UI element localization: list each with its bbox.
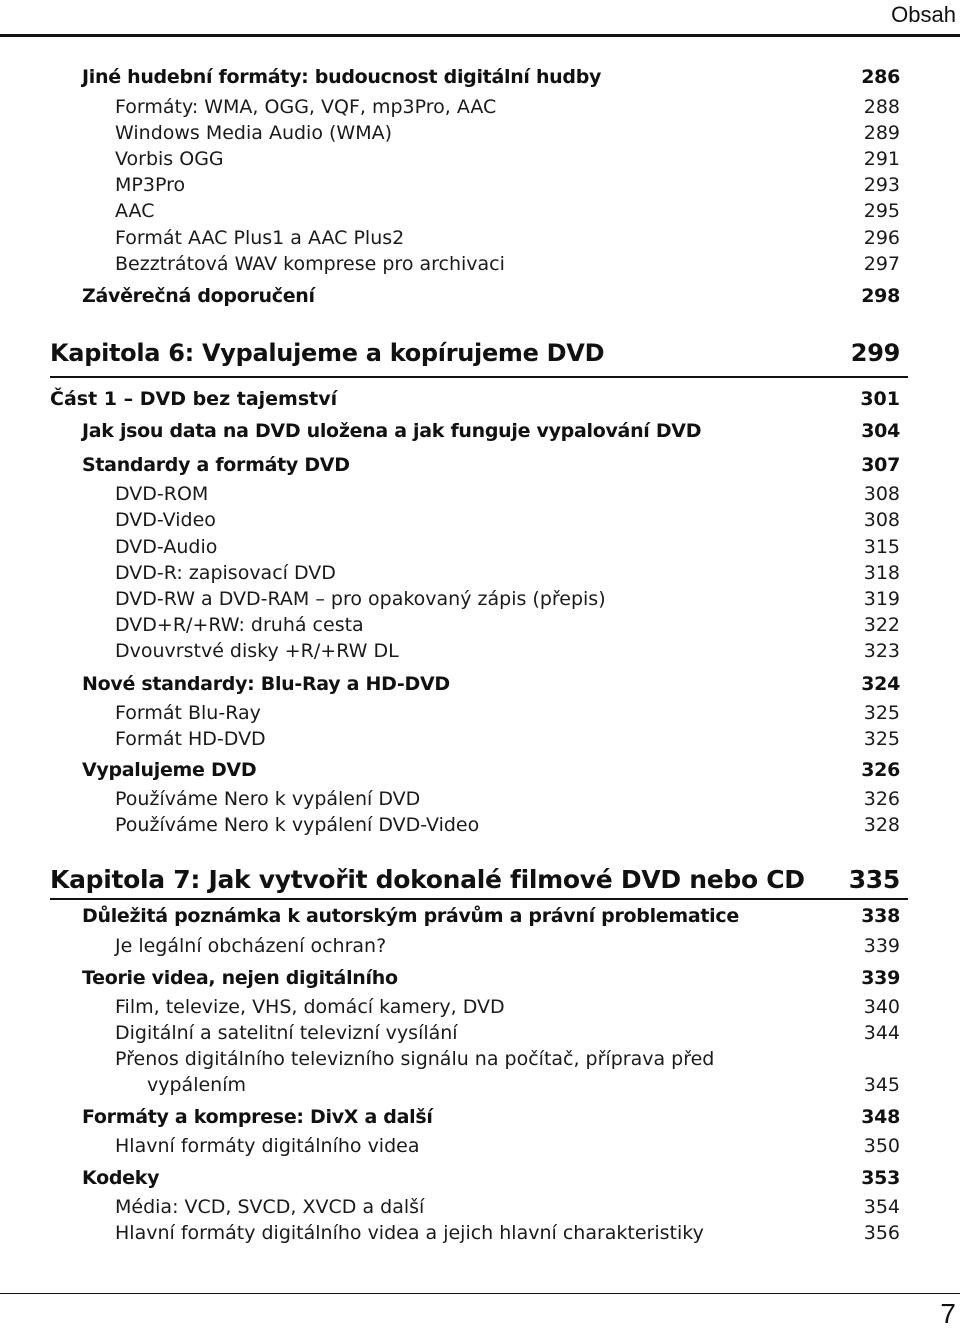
- toc-entry-page: 296: [863, 227, 900, 249]
- toc-entry-page: 326: [863, 788, 900, 810]
- toc-entry[interactable]: [115, 174, 900, 196]
- toc-entry[interactable]: [115, 588, 900, 610]
- footer-rule: [0, 1293, 960, 1294]
- toc-entry-page: 297: [863, 253, 900, 275]
- toc-entry-title: Hlavní formáty digitálního videa: [115, 1135, 420, 1157]
- toc-entry-title: DVD-RW a DVD-RAM – pro opakovaný zápis (přepis): [115, 588, 606, 610]
- toc-entry-page: 308: [863, 483, 900, 505]
- toc-entry-title: Důležitá poznámka k autorským právům a právní problematice: [82, 905, 739, 927]
- toc-entry-title-continued: vypálením: [147, 1074, 246, 1096]
- toc-entry[interactable]: [82, 1167, 900, 1189]
- toc-entry[interactable]: [115, 1048, 900, 1070]
- toc-entry-title: DVD-Audio: [115, 536, 218, 558]
- toc-entry-page: 326: [861, 759, 900, 781]
- toc-entry-title: Standardy a formáty DVD: [82, 454, 350, 476]
- chapter-title: Kapitola 7: Jak vytvořit dokonalé filmové DVD nebo CD: [50, 865, 805, 894]
- toc-entry-page: 325: [863, 702, 900, 724]
- toc-entry-title: Formáty a komprese: DivX a další: [82, 1106, 433, 1128]
- toc-entry-title: Je legální obcházení ochran?: [115, 935, 387, 957]
- toc-entry[interactable]: [115, 253, 900, 275]
- toc-entry-page: 318: [863, 562, 900, 584]
- chapter-page: 299: [850, 339, 900, 367]
- toc-entry-page: 291: [863, 148, 900, 170]
- toc-entry-page: 286: [861, 66, 900, 88]
- toc-entry-title: Windows Media Audio (WMA): [115, 122, 393, 144]
- toc-entry[interactable]: [115, 148, 900, 170]
- toc-entry-page: 308: [863, 509, 900, 531]
- toc-entry-page: 324: [861, 673, 900, 695]
- toc-entry-page: 356: [863, 1222, 900, 1244]
- toc-entry[interactable]: [115, 200, 900, 222]
- toc-entry[interactable]: [115, 483, 900, 505]
- toc-entry-title: AAC: [115, 200, 155, 222]
- toc-entry-title: DVD-ROM: [115, 483, 209, 505]
- toc-entry-page: 353: [861, 1167, 900, 1189]
- toc-entry-title: Formát HD-DVD: [115, 728, 266, 750]
- toc-entry-title: Nové standardy: Blu-Ray a HD-DVD: [82, 673, 450, 695]
- toc-entry-page: 325: [863, 728, 900, 750]
- toc-entry[interactable]: [115, 227, 900, 249]
- toc-entry-title: Jak jsou data na DVD uložena a jak funguje vypalování DVD: [82, 420, 702, 442]
- toc-entry[interactable]: [82, 905, 900, 927]
- toc-entry[interactable]: [115, 1196, 900, 1218]
- toc-entry-page: 344: [863, 1022, 900, 1044]
- toc-entry-title: Film, televize, VHS, domácí kamery, DVD: [115, 996, 505, 1018]
- toc-entry[interactable]: [115, 1022, 900, 1044]
- toc-entry[interactable]: [115, 814, 900, 836]
- toc-entry[interactable]: [115, 728, 900, 750]
- toc-entry-title: Formát Blu-Ray: [115, 702, 261, 724]
- toc-entry-page: 295: [863, 200, 900, 222]
- toc-entry-page: 338: [861, 905, 900, 927]
- toc-entry[interactable]: [82, 1106, 900, 1128]
- toc-entry-page: 319: [863, 588, 900, 610]
- chapter-page: 335: [848, 865, 900, 894]
- toc-entry[interactable]: [82, 759, 900, 781]
- toc-entry-title: Používáme Nero k vypálení DVD: [115, 788, 421, 810]
- toc-entry-title: Používáme Nero k vypálení DVD-Video: [115, 814, 480, 836]
- toc-entry[interactable]: [115, 1135, 900, 1157]
- toc-entry[interactable]: [115, 536, 900, 558]
- toc-entry-page: 354: [863, 1196, 900, 1218]
- toc-entry[interactable]: [115, 935, 900, 957]
- toc-entry-page: 340: [863, 996, 900, 1018]
- toc-entry-title: Závěrečná doporučení: [82, 285, 315, 307]
- toc-entry-title: Formáty: WMA, OGG, VQF, mp3Pro, AAC: [115, 96, 497, 118]
- toc-entry-title: Dvouvrstvé disky +R/+RW DL: [115, 640, 399, 662]
- toc-entry-page: 289: [863, 122, 900, 144]
- toc-entry-title: Média: VCD, SVCD, XVCD a další: [115, 1196, 425, 1218]
- toc-entry-title: Bezztrátová WAV komprese pro archivaci: [115, 253, 505, 275]
- toc-entry-page: 339: [861, 967, 900, 989]
- toc-entry[interactable]: [115, 509, 900, 531]
- chapter-rule: [50, 898, 908, 900]
- toc-entry-page: 339: [863, 935, 900, 957]
- section-header: Obsah: [891, 2, 956, 27]
- toc-entry-title: Digitální a satelitní televizní vysílání: [115, 1022, 458, 1044]
- toc-entry-title: Část 1 – DVD bez tajemství: [50, 388, 338, 410]
- toc-entry-title: DVD-Video: [115, 509, 216, 531]
- toc-entry-page: 315: [863, 536, 900, 558]
- toc-entry-page: 293: [863, 174, 900, 196]
- toc-entry-page: 307: [861, 454, 900, 476]
- toc-entry[interactable]: [115, 996, 900, 1018]
- toc-entry[interactable]: [115, 788, 900, 810]
- toc-entry-page: 304: [861, 420, 900, 442]
- toc-entry-page: 301: [860, 388, 900, 410]
- chapter-heading[interactable]: [50, 865, 900, 894]
- toc-entry[interactable]: [115, 702, 900, 724]
- toc-entry[interactable]: [82, 66, 900, 88]
- chapter-heading[interactable]: [50, 339, 900, 367]
- toc-entry-page: 350: [863, 1135, 900, 1157]
- toc-entry-page: 348: [861, 1106, 900, 1128]
- chapter-title: Kapitola 6: Vypalujeme a kopírujeme DVD: [50, 339, 605, 367]
- toc-entry-title: MP3Pro: [115, 174, 186, 196]
- toc-entry-title: Formát AAC Plus1 a AAC Plus2: [115, 227, 405, 249]
- toc-entry[interactable]: [82, 967, 900, 989]
- page-number: 7: [940, 1298, 956, 1329]
- toc-entry-page: 288: [863, 96, 900, 118]
- toc-entry-title: Teorie videa, nejen digitálního: [82, 967, 398, 989]
- toc-entry[interactable]: [115, 640, 900, 662]
- toc-entry[interactable]: [115, 614, 900, 636]
- toc-entry-title: Hlavní formáty digitálního videa a jejich hlavní charakteristiky: [115, 1222, 704, 1244]
- toc-entry-title: Jiné hudební formáty: budoucnost digitální hudby: [82, 66, 602, 88]
- toc-entry[interactable]: [115, 1222, 900, 1244]
- toc-entry-title: DVD+R/+RW: druhá cesta: [115, 614, 364, 636]
- toc-entry-title: DVD-R: zapisovací DVD: [115, 562, 336, 584]
- toc-entry[interactable]: [82, 454, 900, 476]
- toc-entry-page: 328: [863, 814, 900, 836]
- toc-entry[interactable]: [82, 673, 900, 695]
- toc-entry-continuation[interactable]: [147, 1074, 900, 1096]
- toc-entry[interactable]: [115, 122, 900, 144]
- toc-entry[interactable]: [50, 388, 900, 410]
- toc-entry-title: Přenos digitálního televizního signálu na počítač, příprava před: [115, 1048, 715, 1070]
- toc-entry[interactable]: [82, 285, 900, 307]
- toc-entry[interactable]: [115, 562, 900, 584]
- toc-entry[interactable]: [82, 420, 900, 442]
- toc-entry-page: 298: [861, 285, 900, 307]
- chapter-rule: [50, 376, 908, 378]
- toc-entry-page: 345: [863, 1074, 900, 1096]
- toc-entry-page: 322: [863, 614, 900, 636]
- toc-entry-title: Vorbis OGG: [115, 148, 224, 170]
- toc-entry-page: 323: [863, 640, 900, 662]
- toc-entry-title: Kodeky: [82, 1167, 160, 1189]
- toc-entry-title: Vypalujeme DVD: [82, 759, 257, 781]
- toc-entry[interactable]: [115, 96, 900, 118]
